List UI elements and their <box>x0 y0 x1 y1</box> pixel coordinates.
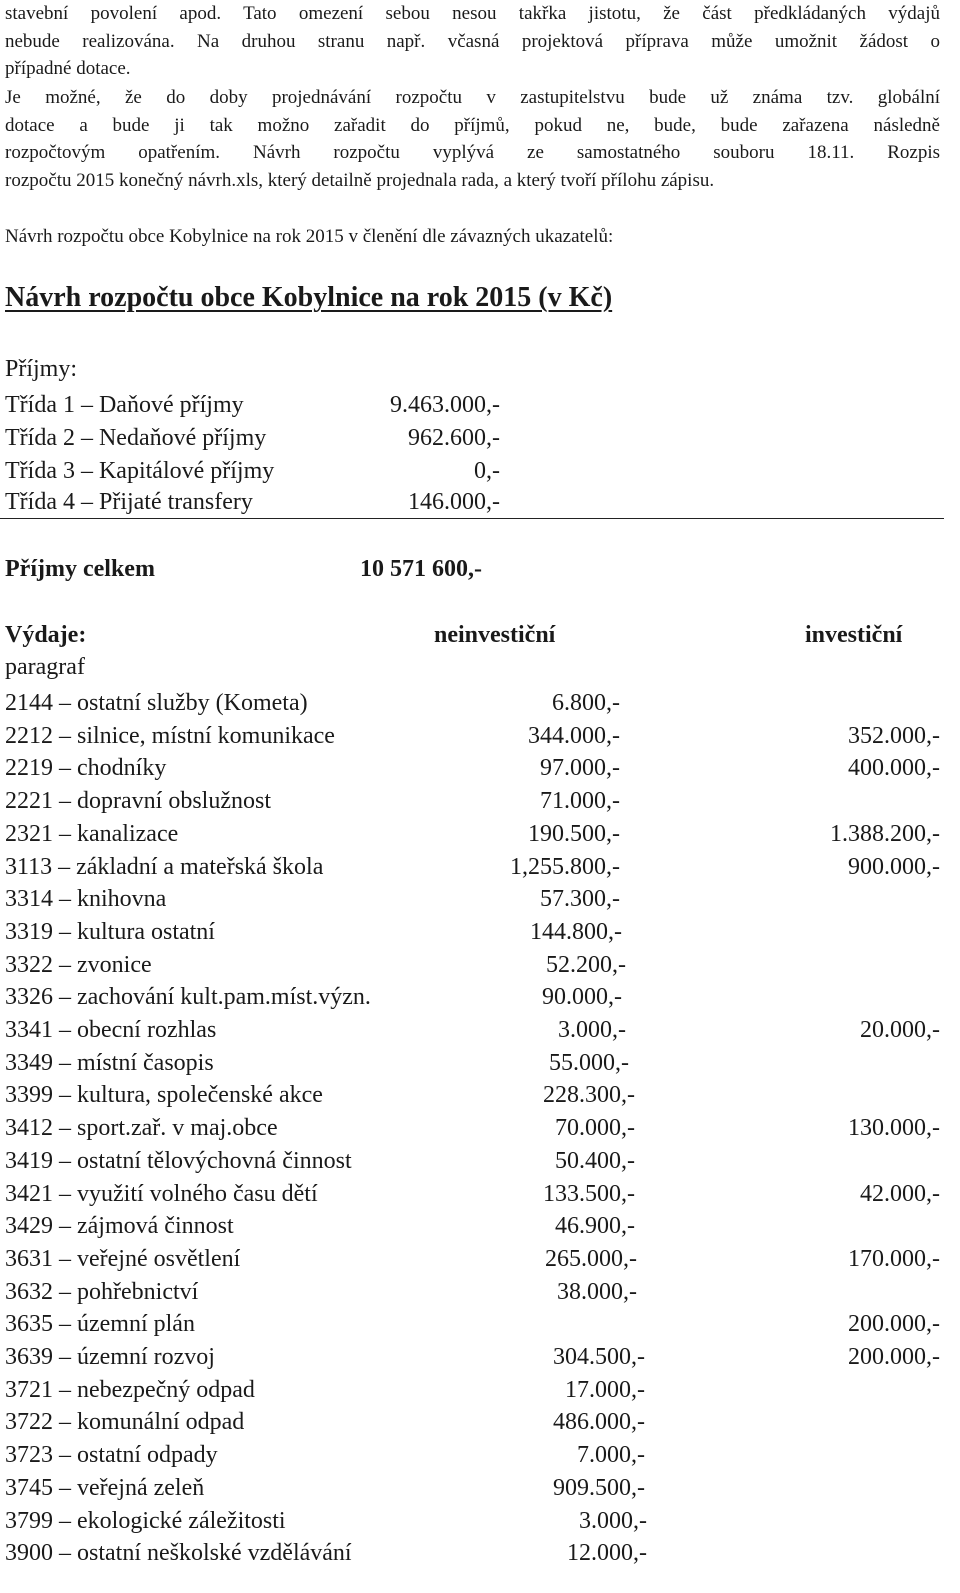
paragraph-line: Je možné, že do doby projednávání rozpočtu v zastupitelstvu bude už známa tzv. globální <box>5 87 940 108</box>
expense-noninvest-value: 190.500,- <box>528 820 620 847</box>
income-row <box>5 455 500 488</box>
expense-label: 2321 – kanalizace <box>5 820 179 847</box>
expense-row <box>5 1210 940 1243</box>
expense-noninvest-value: 52.200,- <box>546 951 626 978</box>
expense-row <box>5 752 940 785</box>
expense-invest-value: 900.000,- <box>848 853 940 880</box>
expense-row <box>5 1243 940 1276</box>
expense-row <box>5 851 940 884</box>
expense-label: 3349 – místní časopis <box>5 1049 214 1076</box>
expense-invest-value: 1.388.200,- <box>830 820 940 847</box>
expense-label: 3419 – ostatní tělovýchovná činnost <box>5 1147 352 1174</box>
expense-row <box>5 1178 940 1211</box>
expense-row <box>5 1308 940 1341</box>
expense-noninvest-value: 265.000,- <box>545 1245 637 1272</box>
expense-label: 3113 – základní a mateřská škola <box>5 853 324 880</box>
expense-row <box>5 1079 940 1112</box>
expense-noninvest-value: 7.000,- <box>577 1442 645 1469</box>
expense-label: 3399 – kultura, společenské akce <box>5 1082 323 1109</box>
expense-noninvest-value: 6.800,- <box>552 690 620 716</box>
income-row <box>5 422 500 455</box>
expense-row <box>5 883 940 916</box>
intro-paragraph-1 <box>5 0 940 83</box>
expense-label: 3322 – zvonice <box>5 951 152 978</box>
expense-row <box>5 1112 940 1145</box>
expense-noninvest-value: 304.500,- <box>553 1344 645 1370</box>
expense-label: 3314 – knihovna <box>5 886 167 913</box>
expense-label: 2219 – chodníky <box>5 755 167 782</box>
income-value: 9.463.000,- <box>390 392 500 418</box>
document-title: Návrh rozpočtu obce Kobylnice na rok 2015 (v Kč) <box>5 282 613 313</box>
paragraph-line: případné dotace. <box>5 58 131 79</box>
expense-row <box>5 1374 940 1407</box>
expense-invest-value: 42.000,- <box>860 1180 940 1207</box>
expense-noninvest-value: 3.000,- <box>558 1017 626 1043</box>
income-row <box>5 389 500 422</box>
income-total-value: 10 571 600,- <box>360 556 482 582</box>
expense-row <box>5 1341 940 1374</box>
expense-label: 3326 – zachování kult.pam.míst.význ. <box>5 984 371 1011</box>
expense-row <box>5 720 940 753</box>
intro-note: Návrh rozpočtu obce Kobylnice na rok 2015 v členění dle závazných ukazatelů: <box>5 226 614 247</box>
expense-label: 3631 – veřejné osvětlení <box>5 1245 241 1272</box>
expense-noninvest-value: 344.000,- <box>528 722 620 749</box>
expense-invest-value: 130.000,- <box>848 1115 940 1142</box>
expense-label: 3723 – ostatní odpady <box>5 1442 218 1469</box>
expense-label: 3429 – zájmová činnost <box>5 1213 234 1240</box>
expense-row <box>5 1505 940 1538</box>
income-label: Třída 4 – Přijaté transfery <box>5 489 253 515</box>
expense-row <box>5 1145 940 1178</box>
expense-row <box>5 785 940 818</box>
expense-label: 3799 – ekologické záležitosti <box>5 1507 286 1534</box>
expense-noninvest-value: 12.000,- <box>567 1540 647 1567</box>
expense-label: 2212 – silnice, místní komunikace <box>5 722 335 749</box>
expense-noninvest-value: 144.800,- <box>530 918 622 945</box>
income-label: Třída 3 – Kapitálové příjmy <box>5 458 275 484</box>
expense-noninvest-value: 50.400,- <box>555 1147 635 1174</box>
expense-row <box>5 1047 940 1080</box>
expense-row <box>5 1537 940 1570</box>
expense-row <box>5 1276 940 1309</box>
expense-row <box>5 916 940 949</box>
expense-noninvest-value: 71.000,- <box>540 788 620 815</box>
paragraph-label: paragraf <box>5 654 85 680</box>
expense-label: 3635 – územní plán <box>5 1311 195 1338</box>
expense-noninvest-value: 38.000,- <box>557 1278 637 1305</box>
expense-label: 3639 – územní rozvoj <box>5 1344 215 1370</box>
expense-label: 3421 – využití volného času dětí <box>5 1180 318 1207</box>
column-header-noninvest: neinvestiční <box>434 622 556 648</box>
income-total-label: Příjmy celkem <box>5 556 155 582</box>
income-label: Třída 2 – Nedaňové příjmy <box>5 425 267 451</box>
expense-label: 3721 – nebezpečný odpad <box>5 1376 255 1403</box>
expense-invest-value: 200.000,- <box>848 1344 940 1370</box>
expense-noninvest-value: 228.300,- <box>543 1082 635 1109</box>
paragraph-line: nebude realizována. Na druhou stranu např. včasná projektová příprava může umožnit žádost o <box>5 30 940 52</box>
expense-label: 2221 – dopravní obslužnost <box>5 788 271 815</box>
expense-row <box>5 1439 940 1472</box>
expense-label: 3722 – komunální odpad <box>5 1409 245 1436</box>
expense-row <box>5 981 940 1014</box>
expense-label: 2144 – ostatní služby (Kometa) <box>5 690 308 716</box>
intro-paragraph-2 <box>5 84 940 194</box>
expense-row <box>5 1406 940 1439</box>
expense-row <box>5 1014 940 1047</box>
expense-row <box>5 1472 940 1505</box>
expense-noninvest-value: 55.000,- <box>549 1049 629 1076</box>
divider <box>0 518 944 519</box>
expense-noninvest-value: 3.000,- <box>579 1507 647 1534</box>
expense-invest-value: 352.000,- <box>848 722 940 749</box>
income-heading: Příjmy: <box>5 356 78 382</box>
expense-label: 3900 – ostatní neškolské vzdělávání <box>5 1540 352 1567</box>
expenses-heading: Výdaje: <box>5 622 87 648</box>
expense-noninvest-value: 909.500,- <box>553 1474 645 1501</box>
paragraph-line: rozpočtovým opatřením. Návrh rozpočtu vyplývá ze samostatného souboru 18.11. Rozpis <box>5 142 940 163</box>
expense-invest-value: 170.000,- <box>848 1245 940 1272</box>
income-value: 962.600,- <box>408 425 500 451</box>
expense-invest-value: 20.000,- <box>860 1017 940 1043</box>
expense-noninvest-value: 1,255.800,- <box>510 853 620 880</box>
expense-row <box>5 687 940 720</box>
expense-noninvest-value: 486.000,- <box>553 1409 645 1436</box>
paragraph-line: dotace a bude ji tak možno zařadit do příjmů, pokud ne, bude, bude zařazena následně <box>5 114 940 136</box>
paragraph-line: stavební povolení apod. Tato omezení sebou nesou takřka jistotu, že část předkládaných výdajů <box>5 3 940 24</box>
expense-label: 3745 – veřejná zeleň <box>5 1474 205 1501</box>
expense-row <box>5 818 940 851</box>
expense-row <box>5 949 940 982</box>
expense-label: 3632 – pohřebnictví <box>5 1278 199 1305</box>
income-row <box>5 486 500 519</box>
expense-noninvest-value: 46.900,- <box>555 1213 635 1240</box>
expense-noninvest-value: 133.500,- <box>543 1180 635 1207</box>
expense-label: 3412 – sport.zař. v maj.obce <box>5 1115 278 1142</box>
income-value: 0,- <box>474 458 500 484</box>
paragraph-line: rozpočtu 2015 konečný návrh.xls, který detailně projednala rada, a který tvoří přílohu zápisu. <box>5 169 715 191</box>
income-value: 146.000,- <box>408 489 500 515</box>
expense-label: 3341 – obecní rozhlas <box>5 1017 217 1043</box>
expense-noninvest-value: 97.000,- <box>540 755 620 782</box>
column-header-invest: investiční <box>805 622 903 648</box>
expense-noninvest-value: 70.000,- <box>555 1115 635 1142</box>
expense-noninvest-value: 90.000,- <box>542 984 622 1011</box>
income-label: Třída 1 – Daňové příjmy <box>5 392 244 418</box>
expense-noninvest-value: 57.300,- <box>540 886 620 913</box>
expense-label: 3319 – kultura ostatní <box>5 918 215 945</box>
expense-noninvest-value: 17.000,- <box>565 1376 645 1403</box>
expense-invest-value: 400.000,- <box>848 755 940 782</box>
expense-invest-value: 200.000,- <box>848 1311 940 1338</box>
